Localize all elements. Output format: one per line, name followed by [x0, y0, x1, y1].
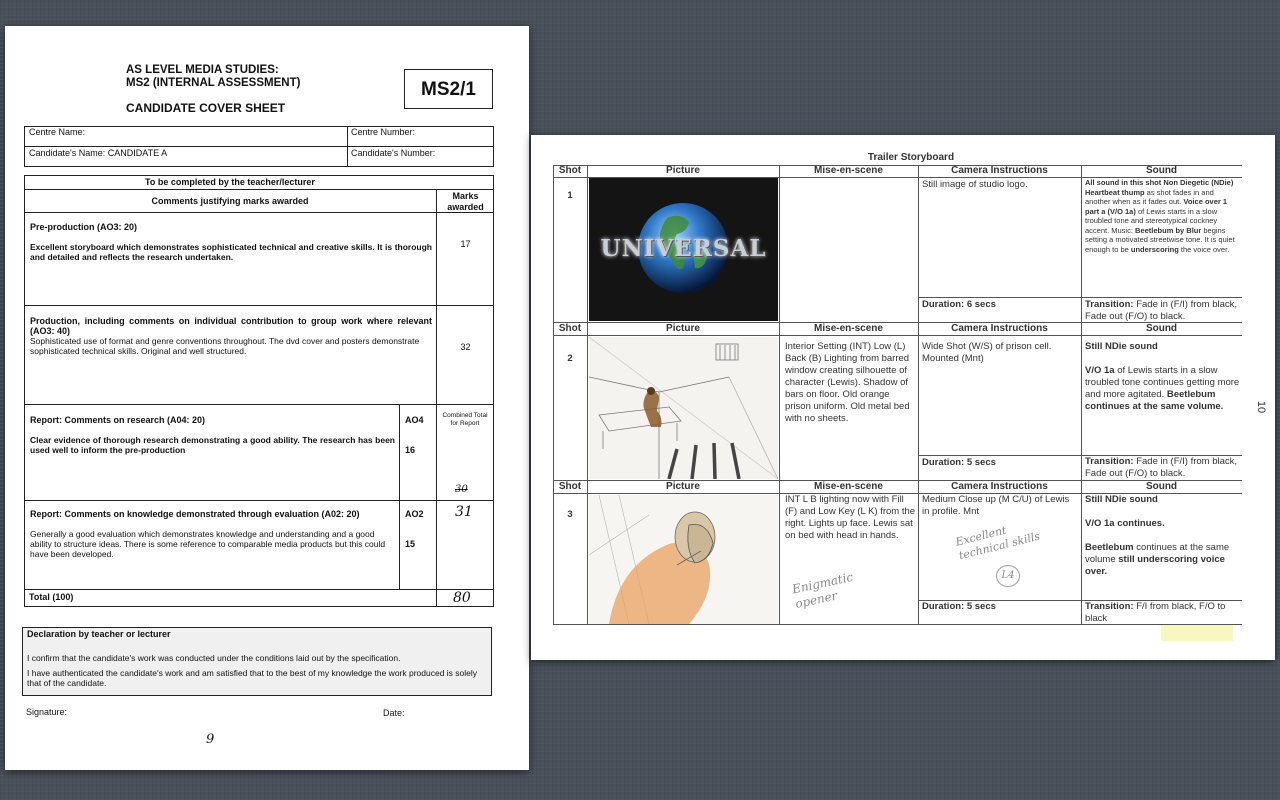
section-comment: Clear evidence of thorough research demonstrating a good ability. The research has been used well to inform the pre-production: [30, 435, 395, 455]
shot-camera: Medium Close up (M C/U) of Lewis in profile. Mnt: [922, 494, 1070, 517]
shot-sound: [1085, 341, 1240, 413]
sound-text-bold: Beetlebum: [1085, 542, 1134, 553]
sound-text-bold: Beetlebum by Blur: [1135, 225, 1202, 235]
sound-text-bold: Voice over 1 part a (V/O 1a): [1085, 197, 1228, 216]
section-comment: Sophisticated use of format and genre conventions throughout. The dvd cover and posters demonstrate sophisticated technical skills. Original and well structured.: [30, 336, 420, 356]
comments-header: Comments justifying marks awarded: [151, 196, 309, 206]
section-mark: 17: [460, 239, 471, 249]
header-camera: Camera Instructions: [951, 481, 1048, 492]
declaration-heading: Declaration by teacher or lecturer: [27, 629, 171, 639]
header-shot: Shot: [558, 165, 582, 176]
section-heading: Report: Comments on knowledge demonstrated through evaluation (A02: 20): [30, 509, 360, 519]
total-handwritten-mark: 80: [453, 590, 471, 606]
universal-logo-text: UNIVERSAL: [600, 235, 767, 262]
teacher-header: To be completed by the teacher/lecturer: [145, 177, 315, 187]
sound-text: of Lewis starts in a slow troubled tone continues getting more and more agitated.: [1085, 365, 1240, 400]
sound-text-bold: Still NDie sound: [1085, 494, 1158, 505]
date-label: Date:: [383, 708, 405, 718]
shot-transition: [1085, 456, 1240, 480]
shot-mise: INT L B lighting now with Fill (F) and Low Key (L K) from the right. Lights up face. Lewis sat on bed with head in hands.: [785, 494, 916, 541]
annotation-camera: Excellent technical skills: [954, 523, 1042, 563]
shot-transition: [1085, 601, 1240, 625]
combined-total-label: Combined Total for Report: [442, 412, 488, 427]
shot-number: 1: [567, 190, 573, 201]
transition-text: Fade in (F/I) from black, Fade out (F/O) to black.: [1085, 299, 1238, 322]
shot-mise: Interior Setting (INT) Low (L) Back (B) Lighting from barred window creating silhouette of character (Lewis). Shadow of bars on floor. Old orange prison uniform. Old metal bed with no sheets.: [785, 341, 910, 424]
shot-duration: Duration: 5 secs: [922, 457, 996, 468]
total-label: Total (100): [29, 592, 74, 602]
shot-camera: Wide Shot (W/S) of prison cell. Mounted (Mnt): [922, 341, 1052, 364]
sound-text: the voice over.: [1178, 244, 1230, 254]
cover-title-line2: MS2 (INTERNAL ASSESSMENT): [126, 77, 301, 89]
highlight-mark: [1161, 625, 1233, 641]
header-picture: Picture: [666, 165, 700, 176]
sound-text-bold: underscoring: [1130, 244, 1179, 254]
transition-text: F/I from black, F/O to black: [1085, 601, 1226, 624]
declaration-text-1: I confirm that the candidate's work was conducted under the conditions laid out by the specification.: [27, 653, 401, 663]
code-box: [404, 69, 493, 109]
marks-header-2: awarded: [447, 202, 484, 212]
shot-camera: Still image of studio logo.: [922, 179, 1028, 190]
prison-cell-drawing: [589, 337, 778, 479]
section-comment: Excellent storyboard which demonstrates sophisticated technical and creative skills. It is thorough and detailed and reflects the research undertaken.: [30, 242, 432, 262]
transition-text: Fade in (F/I) from black, Fade out (F/O) to black.: [1085, 456, 1238, 479]
storyboard-title: Trailer Storyboard: [867, 152, 955, 163]
sound-text-bold: V/O 1a: [1085, 365, 1115, 376]
code-label: MS2/1: [421, 79, 476, 100]
shot-duration: Duration: 6 secs: [922, 299, 996, 310]
candidate-number-label: Candidate's Number:: [351, 148, 436, 158]
header-camera: Camera Instructions: [951, 323, 1048, 334]
header-mise: Mise-en-scene: [814, 481, 883, 492]
storyboard-page: [531, 135, 1275, 660]
section-heading: Production, including comments on individual contribution to group work where relevant (AO3: 40): [30, 316, 432, 336]
combined-handwritten-mark: 31: [455, 504, 473, 520]
ao-mark: 15: [405, 539, 416, 549]
centre-name-label: Centre Name:: [29, 127, 86, 137]
side-page-number: 10: [1255, 400, 1268, 414]
section-heading: Report: Comments on research (A04: 20): [30, 415, 206, 425]
shot-number: 2: [567, 353, 573, 364]
sound-text: of Lewis starts in a slow troubled tone and stereotypical cockney accent. Music:: [1085, 206, 1218, 235]
universal-logo-picture: [589, 178, 778, 321]
header-mise: Mise-en-scene: [814, 323, 883, 334]
declaration-text-2: I have authenticated the candidate's work and am satisfied that to the best of my knowledge the work produced is solely that of the candidate.: [27, 668, 478, 688]
section-heading: Pre-production (AO3: 20): [30, 222, 138, 232]
sound-text-bold: V/O 1a continues.: [1085, 518, 1165, 529]
ao-label: AO2: [405, 509, 424, 519]
sound-text: continues at the same volume: [1085, 542, 1230, 565]
ao-label: AO4: [405, 415, 424, 425]
header-sound: Sound: [1145, 165, 1178, 176]
sound-text-bold: Beetlebum continues at the same volume.: [1085, 389, 1224, 412]
centre-number-label: Centre Number:: [351, 127, 416, 137]
transition-label: Transition:: [1085, 601, 1134, 612]
lewis-profile-sketch: [589, 495, 778, 624]
ao-mark: 16: [405, 445, 416, 455]
header-picture: Picture: [666, 481, 700, 492]
sound-text: begins setting a motivated streetwise tone. It is quiet enough to be: [1085, 225, 1235, 254]
shot-transition: [1085, 299, 1240, 323]
header-shot: Shot: [558, 481, 582, 492]
combined-crossed-mark: 30: [455, 484, 468, 495]
header-sound: Sound: [1145, 323, 1178, 334]
header-picture: Picture: [666, 323, 700, 334]
lewis-head-in-hands-drawing: [589, 495, 778, 624]
transition-label: Transition:: [1085, 299, 1134, 310]
section-comment: Generally a good evaluation which demonstrates knowledge and understanding and a good ability to structure ideas. There is some reference to comparable media products but this could have been developed.: [30, 529, 386, 559]
annotation-level: L4: [996, 565, 1020, 587]
prison-cell-sketch: [589, 337, 778, 479]
cover-subtitle: CANDIDATE COVER SHEET: [126, 101, 286, 115]
annotation-mise: Enigmatic opener: [790, 569, 855, 612]
section-mark: 32: [460, 342, 471, 352]
shot-sound: [1085, 494, 1240, 578]
sound-text: as shot fades in and another when as it fades out.: [1085, 187, 1214, 206]
candidate-name-label: Candidate's Name: CANDIDATE A: [29, 148, 168, 158]
cover-title-line1: AS LEVEL MEDIA STUDIES:: [126, 64, 279, 76]
sound-text-bold: Still NDie sound: [1085, 341, 1158, 352]
header-camera: Camera Instructions: [951, 165, 1048, 176]
shot-duration: Duration: 5 secs: [922, 601, 996, 612]
signature-label: Signature:: [26, 707, 68, 717]
marks-header-1: Marks: [452, 191, 479, 201]
sound-text-bold: All sound in this shot Non Diegetic (NDie) Heartbeat thump: [1085, 178, 1234, 197]
header-mise: Mise-en-scene: [814, 165, 883, 176]
cover-sheet-page: [5, 26, 529, 770]
page-number: 9: [206, 732, 215, 747]
header-sound: Sound: [1145, 481, 1178, 492]
shot-sound: [1085, 178, 1239, 254]
shot-number: 3: [567, 509, 573, 520]
transition-label: Transition:: [1085, 456, 1134, 467]
sound-text-bold: still underscoring voice over.: [1085, 554, 1225, 577]
header-shot: Shot: [558, 323, 582, 334]
